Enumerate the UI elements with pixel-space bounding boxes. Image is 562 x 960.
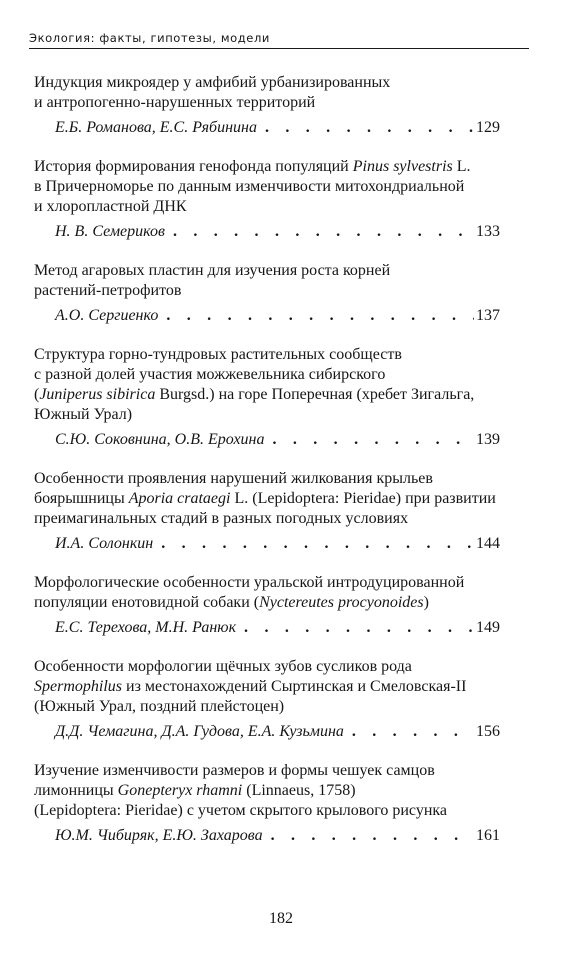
species-name: Spermophilus [34,678,122,695]
title-text: ) [423,594,429,611]
entry-authors: И.А. Солонкин [55,535,154,552]
table-of-contents [34,73,500,865]
entry-authors: Д.Д. Чемагина, Д.А. Гудова, Е.А. Кузьмина [55,723,344,740]
toc-entry [34,157,500,242]
title-line [34,781,500,801]
species-name: Aporia crataegi [128,490,231,507]
title-text: и хлоропластной ДНК [34,198,187,215]
title-text: преимагинальных стадий в разных погодных условиях [34,510,409,527]
title-text: L. [452,158,471,175]
entry-page-number: 149 [476,619,500,636]
dot-leader [271,826,474,846]
entry-title [34,73,500,113]
title-line [34,573,500,593]
running-header: Экология: факты, гипотезы, модели [29,31,529,49]
entry-title [34,573,500,613]
entry-page-number: 161 [476,827,500,844]
title-text: (Linnaeus, 1758) [242,782,356,799]
dot-leader [272,430,474,450]
species-name: Pinus sylvestris [352,158,453,175]
entry-title [34,261,500,301]
toc-entry [34,469,500,554]
toc-entry [34,657,500,742]
entry-authors: А.О. Сергиенко [55,307,159,324]
page-number: 182 [269,910,293,927]
entry-page-number: 156 [476,723,500,740]
toc-entry [34,345,500,450]
title-line [34,405,500,425]
title-text: Южный Урал) [34,406,133,423]
title-text: (Южный Урал, поздний плейстоцен) [34,698,285,715]
title-text: Burgsd.) на горе Поперечная (хребет Зигальга, [155,386,475,403]
title-text: и антропогенно-нарушенных территорий [34,94,316,111]
entry-authors: Ю.М. Чибиряк, Е.Ю. Захарова [55,827,263,844]
entry-authors: Е.С. Терехова, М.Н. Ранюк [55,619,237,636]
title-line [34,657,500,677]
dot-leader [166,306,474,326]
title-text: Особенности морфологии щёчных зубов сусликов рода [34,658,412,675]
title-text: Индукция микроядер у амфибий урбанизированных [34,74,391,91]
authors-row [34,534,500,554]
title-line [34,509,500,529]
title-line [34,761,500,781]
entry-page-number: 133 [476,223,500,240]
title-line [34,677,500,697]
title-text: популяции енотовидной собаки ( [34,594,260,611]
entry-page-number: 137 [476,307,500,324]
dot-leader [244,618,474,638]
title-line [34,281,500,301]
title-line [34,489,500,509]
authors-row [34,118,500,138]
title-text: лимонницы [34,782,118,799]
entry-page-number: 129 [476,119,500,136]
title-text: в Причерноморье по данным изменчивости митохондриальной [34,178,465,195]
title-line [34,177,500,197]
title-text: Структура горно-тундровых растительных сообществ [34,346,402,363]
title-line [34,345,500,365]
species-name: Nyctereutes procyonoides [259,594,424,611]
title-text: История формирования генофонда популяций [34,158,353,175]
dot-leader [352,722,474,742]
title-text: Изучение изменчивости размеров и формы чешуек самцов [34,762,435,779]
entry-page-number: 144 [476,535,500,552]
title-line [34,365,500,385]
dot-leader [161,534,474,554]
toc-entry [34,261,500,326]
title-line [34,261,500,281]
entry-title [34,761,500,821]
species-name: Gonepteryx rhamni [117,782,243,799]
title-line [34,73,500,93]
toc-entry [34,573,500,638]
entry-authors: Н. В. Семериков [55,223,165,240]
title-line [34,697,500,717]
entry-title [34,657,500,717]
title-line [34,157,500,177]
title-text: L. (Lepidoptera: Pieridae) при развитии [230,490,496,507]
entry-authors: С.Ю. Соковнина, О.В. Ерохина [55,431,265,448]
title-text: из местонахождений Сыртинская и Смеловская-II [122,678,467,695]
title-text: Морфологические особенности уральской интродуцированной [34,574,465,591]
entry-page-number: 139 [476,431,500,448]
title-text: растений-петрофитов [34,282,182,299]
dot-leader [265,118,474,138]
title-line [34,197,500,217]
species-name: Juniperus sibirica [39,386,156,403]
authors-row [34,430,500,450]
title-text: ( [34,386,40,403]
toc-entry [34,761,500,846]
authors-row [34,222,500,242]
title-line [34,385,500,405]
title-line [34,801,500,821]
title-text: с разной долей участия можжевельника сибирского [34,366,386,383]
title-text: Метод агаровых пластин для изучения роста корней [34,262,391,279]
authors-row [34,826,500,846]
authors-row [34,306,500,326]
title-text: боярышницы [34,490,129,507]
title-line [34,593,500,613]
title-line [34,93,500,113]
dot-leader [173,222,474,242]
entry-title [34,469,500,529]
title-text: Особенности проявления нарушений жилкования крыльев [34,470,433,487]
entry-title [34,157,500,217]
toc-entry [34,73,500,138]
authors-row [34,618,500,638]
authors-row [34,722,500,742]
entry-title [34,345,500,425]
title-text: (Lepidoptera: Pieridae) с учетом скрытого крылового рисунка [34,802,448,819]
title-line [34,469,500,489]
entry-authors: Е.Б. Романова, Е.С. Рябинина [55,119,257,136]
